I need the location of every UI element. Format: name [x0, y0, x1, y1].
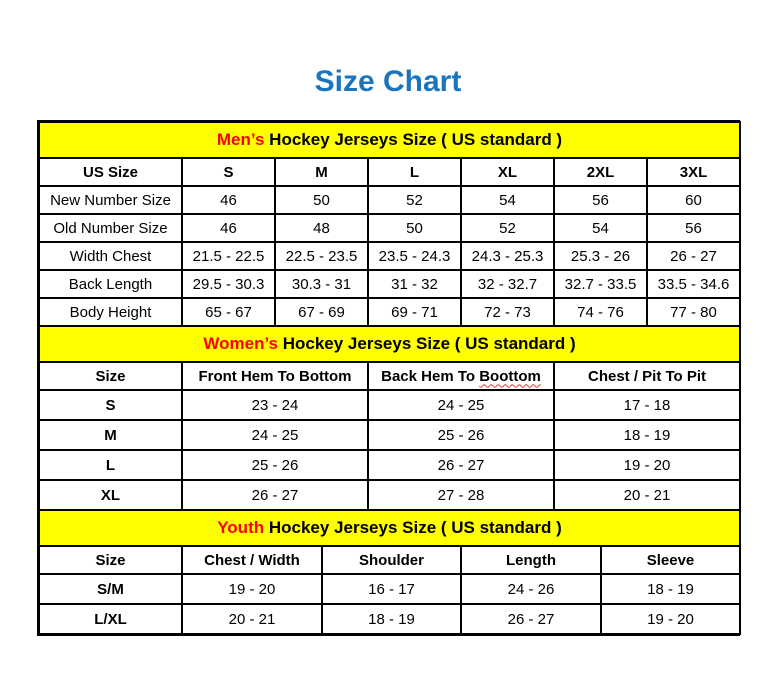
back-hem-misspelled-word: Boottom: [479, 367, 541, 385]
col-header-chest-width: Chest / Width: [182, 546, 322, 574]
mens-section-title: Hockey Jerseys Size ( US standard ): [269, 130, 563, 149]
size-value-cell: 26 - 27: [461, 604, 601, 634]
size-value-cell: 18 - 19: [322, 604, 461, 634]
size-value-cell: 24 - 25: [368, 390, 554, 420]
womens-section-title: Hockey Jerseys Size ( US standard ): [282, 334, 576, 353]
col-header-xl: XL: [461, 158, 554, 186]
table-row: [39, 298, 740, 326]
size-value-cell: 33.5 - 34.6: [647, 270, 740, 298]
size-value-cell: 18 - 19: [554, 420, 740, 450]
size-value-cell: 23.5 - 24.3: [368, 242, 461, 270]
size-value-cell: 20 - 21: [554, 480, 740, 510]
size-value-cell: 48: [275, 214, 368, 242]
size-value-cell: 32 - 32.7: [461, 270, 554, 298]
col-header-3xl: 3XL: [647, 158, 740, 186]
size-value-cell: 60: [647, 186, 740, 214]
size-value-cell: 20 - 21: [182, 604, 322, 634]
youth-section-title: Hockey Jerseys Size ( US standard ): [268, 518, 562, 537]
col-header-us-size: US Size: [39, 158, 182, 186]
col-header-size: Size: [39, 546, 182, 574]
size-value-cell: 77 - 80: [647, 298, 740, 326]
mens-section-header: [39, 122, 740, 158]
size-value-cell: 24 - 26: [461, 574, 601, 604]
row-label: S/M: [39, 574, 182, 604]
size-value-cell: 31 - 32: [368, 270, 461, 298]
size-chart-tables: [37, 120, 740, 636]
table-row: [39, 420, 740, 450]
col-header-length: Length: [461, 546, 601, 574]
col-header-m: M: [275, 158, 368, 186]
size-value-cell: 72 - 73: [461, 298, 554, 326]
col-header-shoulder: Shoulder: [322, 546, 461, 574]
mens-size-table: [38, 121, 741, 327]
size-value-cell: 50: [368, 214, 461, 242]
table-row: [39, 574, 740, 604]
size-value-cell: 25.3 - 26: [554, 242, 647, 270]
size-value-cell: 65 - 67: [182, 298, 275, 326]
size-value-cell: 18 - 19: [601, 574, 740, 604]
table-row: [39, 604, 740, 634]
size-value-cell: 69 - 71: [368, 298, 461, 326]
size-value-cell: 52: [461, 214, 554, 242]
size-value-cell: 19 - 20: [554, 450, 740, 480]
size-value-cell: 29.5 - 30.3: [182, 270, 275, 298]
size-value-cell: 26 - 27: [182, 480, 368, 510]
col-header-s: S: [182, 158, 275, 186]
youth-column-header-row: [39, 546, 740, 574]
size-value-cell: 25 - 26: [182, 450, 368, 480]
size-value-cell: 52: [368, 186, 461, 214]
size-value-cell: 19 - 20: [601, 604, 740, 634]
size-value-cell: 27 - 28: [368, 480, 554, 510]
mens-column-header-row: [39, 158, 740, 186]
size-value-cell: 22.5 - 23.5: [275, 242, 368, 270]
col-header-2xl: 2XL: [554, 158, 647, 186]
womens-column-header-row: [39, 362, 740, 390]
table-row: [39, 450, 740, 480]
row-label: XL: [39, 480, 182, 510]
row-label: Width Chest: [39, 242, 182, 270]
womens-size-table: [38, 325, 741, 511]
row-label: M: [39, 420, 182, 450]
youth-section-header: [39, 510, 740, 546]
page-title: Size Chart: [314, 65, 462, 98]
table-row: [39, 390, 740, 420]
row-label: L/XL: [39, 604, 182, 634]
size-value-cell: 50: [275, 186, 368, 214]
col-header-size: Size: [39, 362, 182, 390]
size-value-cell: 24 - 25: [182, 420, 368, 450]
size-value-cell: 26 - 27: [368, 450, 554, 480]
size-value-cell: 16 - 17: [322, 574, 461, 604]
size-value-cell: 32.7 - 33.5: [554, 270, 647, 298]
womens-section-label: Women’s: [203, 334, 278, 353]
size-value-cell: 67 - 69: [275, 298, 368, 326]
table-row: [39, 242, 740, 270]
col-header-sleeve: Sleeve: [601, 546, 740, 574]
size-value-cell: 56: [647, 214, 740, 242]
table-row: [39, 186, 740, 214]
row-label: Body Height: [39, 298, 182, 326]
row-label: Back Length: [39, 270, 182, 298]
size-value-cell: 26 - 27: [647, 242, 740, 270]
col-header-l: L: [368, 158, 461, 186]
size-value-cell: 17 - 18: [554, 390, 740, 420]
col-header-back-hem: [368, 362, 554, 390]
table-row: [39, 214, 740, 242]
size-value-cell: 23 - 24: [182, 390, 368, 420]
size-value-cell: 46: [182, 186, 275, 214]
row-label: L: [39, 450, 182, 480]
youth-section-label: Youth: [217, 518, 265, 537]
size-value-cell: 74 - 76: [554, 298, 647, 326]
size-value-cell: 56: [554, 186, 647, 214]
size-value-cell: 19 - 20: [182, 574, 322, 604]
mens-section-label: Men’s: [216, 130, 265, 149]
size-value-cell: 54: [554, 214, 647, 242]
row-label: Old Number Size: [39, 214, 182, 242]
col-header-front-hem: Front Hem To Bottom: [182, 362, 368, 390]
col-header-chest: Chest / Pit To Pit: [554, 362, 740, 390]
table-row: [39, 480, 740, 510]
size-value-cell: 46: [182, 214, 275, 242]
size-value-cell: 54: [461, 186, 554, 214]
row-label: New Number Size: [39, 186, 182, 214]
size-value-cell: 24.3 - 25.3: [461, 242, 554, 270]
womens-section-header: [39, 326, 740, 362]
size-value-cell: 30.3 - 31: [275, 270, 368, 298]
size-value-cell: 25 - 26: [368, 420, 554, 450]
table-row: [39, 270, 740, 298]
size-value-cell: 21.5 - 22.5: [182, 242, 275, 270]
back-hem-text: Back Hem To: [381, 367, 476, 385]
youth-size-table: [38, 509, 741, 635]
row-label: S: [39, 390, 182, 420]
